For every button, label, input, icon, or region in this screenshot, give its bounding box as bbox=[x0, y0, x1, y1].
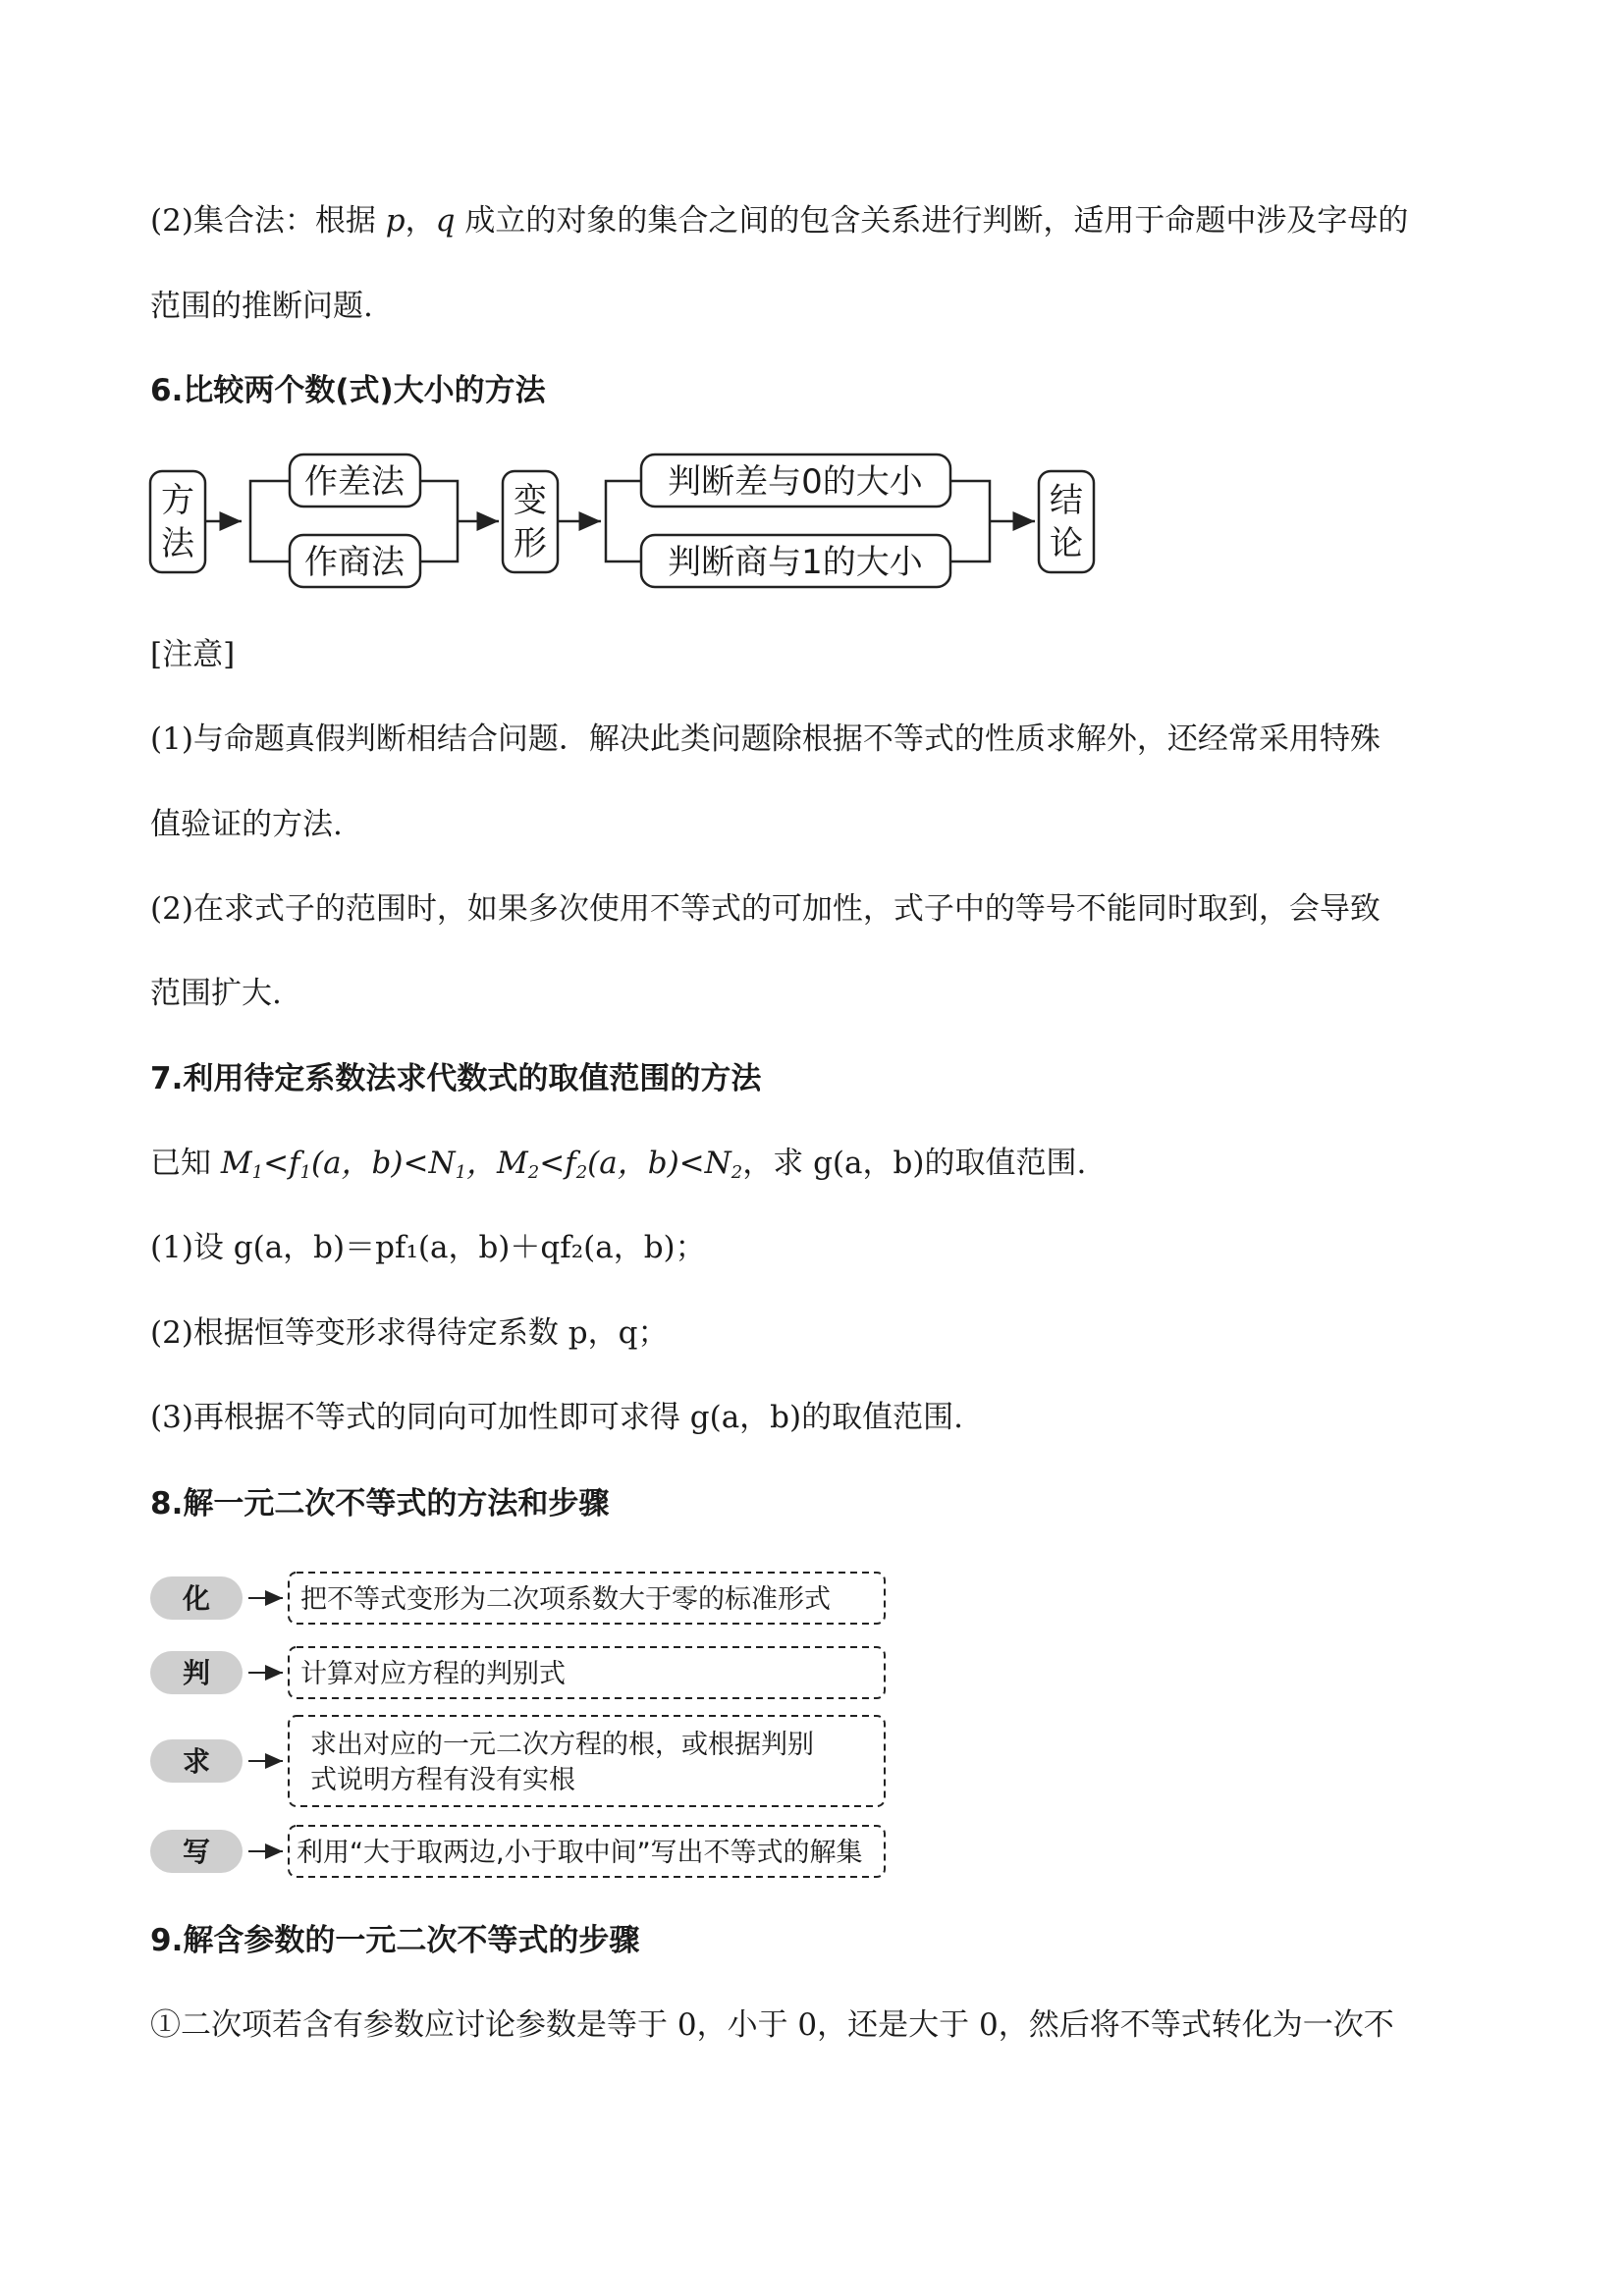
step-key-3: 求 bbox=[182, 1745, 211, 1778]
step-key-4: 写 bbox=[182, 1836, 211, 1868]
given-math: $M_1<f_1(a$，$b)<N_1$，$M_2<f_2(a$，$b)<N_2$ bbox=[220, 1146, 743, 1183]
step-text-4: 利用“大于取两边,小于取中间”写出不等式的解集 bbox=[297, 1838, 863, 1868]
text-segment: ， bbox=[405, 203, 436, 239]
given-prefix: 已知 bbox=[150, 1146, 221, 1181]
flow-branch-a-label: 作差法 bbox=[304, 462, 405, 502]
step-text-3-line-1: 求出对应的一元二次方程的根，或根据判别 bbox=[310, 1730, 814, 1760]
flow-branch-b-label: 作商法 bbox=[304, 543, 405, 582]
step-key-2: 判 bbox=[182, 1657, 211, 1689]
variable-p: p bbox=[385, 203, 406, 239]
heading-section-9: 9.解含参数的一元二次不等式的步骤 bbox=[150, 1923, 640, 1958]
given-suffix: ，求 g(a，b)的取值范围. bbox=[742, 1146, 1087, 1181]
note-2-line-1: (2)在求式子的范围时，如果多次使用不等式的可加性，式子中的等号不能同时取到，会导致 bbox=[150, 891, 1380, 927]
flow-middle-char-2: 形 bbox=[514, 524, 547, 563]
note-1-line-1: (1)与命题真假判断相结合问题．解决此类问题除根据不等式的性质求解外，还经常采用特殊 bbox=[150, 721, 1380, 757]
flow-start-char-1: 方 bbox=[161, 481, 194, 520]
step-7-2: (2)根据恒等变形求得待定系数 p，q； bbox=[150, 1315, 669, 1351]
flow-end-char-2: 论 bbox=[1050, 524, 1083, 563]
heading-section-8: 8.解一元二次不等式的方法和步骤 bbox=[150, 1486, 610, 1522]
step-text-2: 计算对应方程的判别式 bbox=[300, 1659, 566, 1689]
text-segment: (2)集合法：根据 bbox=[150, 203, 386, 239]
section-9-line-1: ①二次项若含有参数应讨论参数是等于 0，小于 0，还是大于 0，然后将不等式转化为一次不 bbox=[150, 2007, 1394, 2043]
flow-end-char-1: 结 bbox=[1050, 481, 1083, 520]
text-segment: 成立的对象的集合之间的包含关系进行判断，适用于命题中涉及字母的 bbox=[455, 203, 1409, 239]
step-7-1: (1)设 g(a，b)＝pf₁(a，b)＋qf₂(a，b)； bbox=[150, 1230, 706, 1265]
step-key-1: 化 bbox=[182, 1582, 211, 1615]
step-7-3: (3)再根据不等式的同向可加性即可求得 g(a，b)的取值范围. bbox=[150, 1400, 963, 1435]
note-1-line-2: 值验证的方法. bbox=[150, 807, 343, 842]
flow-judge-b-label: 判断商与1的大小 bbox=[668, 543, 923, 582]
flow-start-char-2: 法 bbox=[161, 524, 194, 563]
note-2-line-2: 范围扩大. bbox=[150, 976, 282, 1011]
flow-middle-char-1: 变 bbox=[514, 481, 547, 520]
heading-section-7: 7.利用待定系数法求代数式的取值范围的方法 bbox=[150, 1061, 762, 1096]
paragraph-set-method-line-2: 范围的推断问题. bbox=[150, 289, 373, 324]
flow-judge-a-label: 判断差与0的大小 bbox=[668, 462, 923, 502]
variable-q: q bbox=[435, 203, 456, 239]
note-label: [注意] bbox=[150, 637, 236, 672]
step-text-1: 把不等式变形为二次项系数大于零的标准形式 bbox=[300, 1584, 831, 1615]
heading-section-6: 6.比较两个数(式)大小的方法 bbox=[150, 373, 546, 408]
step-text-3-line-2: 式说明方程有没有实根 bbox=[310, 1765, 575, 1795]
